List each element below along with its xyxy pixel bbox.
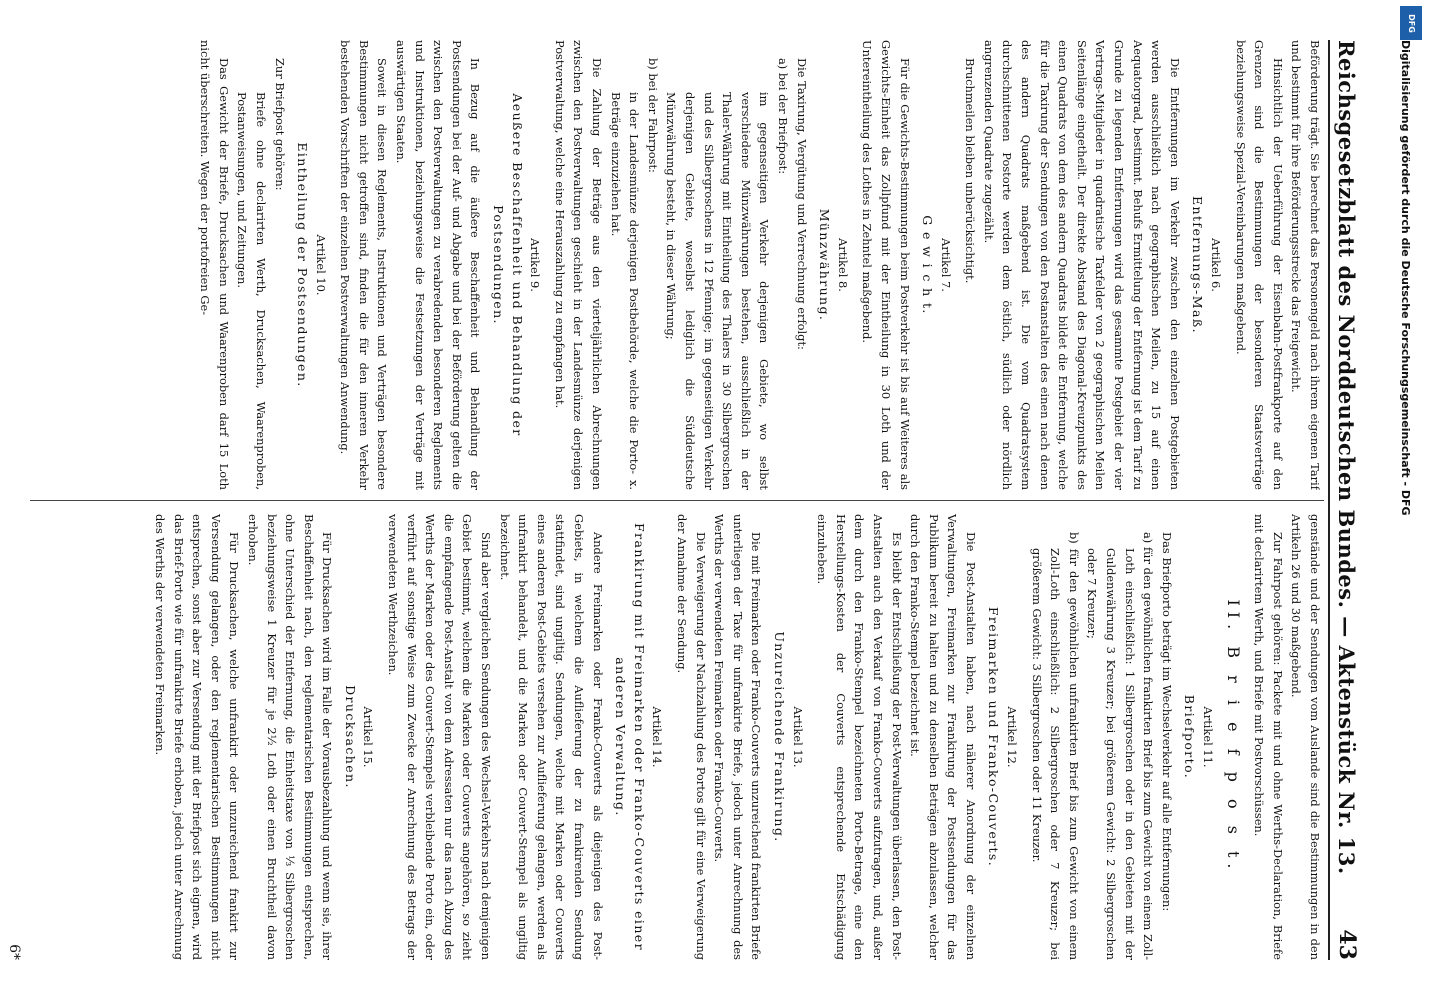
paragraph: Beförderung trägt. Sie berechnet das Personengeld nach ihrem eigenen Tarif und bestimmt für ihre Beförderungsstrecke das Freigewicht. (1289, 40, 1322, 490)
paragraph: In Bezug auf die äußere Beschaffenheit und Behandlung der Postsendungen bei der Auf- und Abgabe und bei der Beförderung gelten die zwischen den Postverwaltungen zu verabredenden besonderen Reglements und Instruktionen, beziehungsweise die Festsetzungen der Verträge mit auswärtigen Staaten. (394, 40, 483, 490)
paragraph: Die Verweigerung der Nachzahlung des Portos gilt für eine Verweigerung der Annahme der Sendung. (675, 514, 708, 960)
list-item-a: a) für den gewöhnlichen frankirten Brief bis zum Gewicht von einem Zoll-Loth einschließlich: 1 Silbergroschen oder in den Gebieten mit der Guldenwährung 3 Kreuzer; bei größerem Gewicht: 2 Silbergroschen oder 7 Kreuzer; (1085, 532, 1156, 960)
paragraph: Bruchmeilen bleiben unberücksichtigt. (963, 58, 978, 284)
article-15-title: Artikel 15. (361, 706, 376, 768)
paragraph: Soweit in diesen Reglements, Instruktionen und Verträgen besondere Bestimmungen nicht getroffen sind, finden die für den inneren Verkehr bestehenden Vorschriften der einzelnen Postverwaltungen Anwendung. (338, 40, 390, 490)
article-15-heading: Drucksachen. (342, 685, 358, 789)
article-6-title: Artikel 6. (1209, 238, 1224, 292)
running-head: Reichsgesetzblatt des Norddeutschen Bundes. — Aktenstück Nr. 13. (1334, 40, 1359, 875)
article-13-heading: Unzureichende Frankirung. (771, 631, 787, 843)
page-header (1328, 40, 1374, 960)
paragraph: Die Zahlung der Beträge aus den vierteljährlichen Abrechnungen zwischen den Postverwaltungen geschieht in der Landesmünze derjenigen Postverwaltung, welche eine Herauszahlung zu empfangen hat. (552, 40, 605, 490)
dfg-credit-text: Digitalisierung gefördert durch die Deutsche Forschungsgemeinschaft - DFG (1399, 40, 1412, 516)
article-8-title: Artikel 8. (835, 238, 850, 292)
signature-mark: 6* (6, 944, 22, 960)
article-14-title: Artikel 14. (650, 706, 665, 768)
article-13-title: Artikel 13. (790, 706, 805, 768)
paragraph: Das Gewicht der Briefe, Drucksachen und Waarenproben darf 15 Loth nicht überschreiten. Wegen der portofreien Ge- (198, 40, 231, 490)
paragraph: Für Drucksachen wird im Falle der Vorausbezahlung und wenn sie, ihrer Beschaffenheit nach, den reglementarischen Bestimmungen entsprechen, ohne Unterschied der Entfernung, die Einheitstaxe von ⅓ Silbergroschen beziehungsweise 1 Kreuzer für je 2½ Loth oder einen Bruchtheil davon erhoben. (245, 514, 335, 960)
paragraph: Das Briefporto beträgt im Wechselverkehr auf alle Entfernungen: (1159, 532, 1174, 912)
article-9-title: Artikel 9. (528, 238, 543, 292)
paragraph: genstände und der Sendungen vom Auslande sind die Bestimmungen in den Artikeln 26 und 30 maßgebend. (1289, 514, 1322, 960)
paragraph: Die Entfernungen im Verkehr zwischen den einzelnen Postgebieten werden ausschließlich nach geographischen Meilen, zu 15 auf einen Aequatorgrad, bestimmt. Behufs Ermittelung der Entfernung ist dem Tarif zu Grunde zu legenden Entfernungen wird das gesammte Postgebiet der vier Vertrags-Mitglieder in quadratische Taxfelder von 2 geographischen Meilen Seitenlänge eingetheilt. Der direkte Abstand des Diagonal-Kreuzpunkts des einen Quadrats von dem des andern Quadrats bildet die Entfernung, welche für die Taxirung der Sendungen von den Postanstalten des einen nach denen des andern Quadrats maßgebend ist. Die vom Quadratsystem durchschnittenen Postorte werden dem östlich, südlich oder nördlich angrenzenden Quadrate zugezählt. (981, 40, 1182, 490)
paragraph: Die mit Freimarken oder Franko-Couverts unzureichend frankirten Briefe unterliegen der Taxe für unfrankirte Briefe, jedoch unter Anrechnung des Werths der verwendeten Freimarken oder Franko-Couverts. (712, 514, 764, 960)
article-14-heading: Frankirung mit Freimarken oder Franko-Couverts einer anderen Verwaltung. (613, 523, 647, 951)
article-8-heading: Münzwährung. (817, 208, 833, 322)
article-11-title: Artikel 11. (1201, 706, 1216, 768)
paragraph: Sind aber vergleichen Sendungen des Wechsel-Verkehrs nach demjenigen Gebiet bestimmt, welchem die Marken oder Couverts angehören, so zieht die empfangende Post-Anstalt von dem Adressaten nur das nach Abzug des Werths der Marken oder des Couvert-Stempels verbleibende Porto ein, oder verführt auf sonstige Weise zum Zwecke der Anrechnung des Betrags der verwendeten Werthzeichen. (386, 514, 494, 960)
right-column (30, 514, 1324, 960)
section-title: II. B r i e f p o s t. (1223, 599, 1243, 875)
article-7-heading: G e w i c h t. (920, 215, 936, 315)
article-11-heading: Briefporto. (1182, 694, 1198, 780)
article-12-heading: Freimarken und Franko-Couverts. (986, 606, 1002, 868)
article-6-heading: Entfernungs-Maß. (1190, 196, 1206, 334)
list-item-b: b) bei der Fahrpost: (645, 58, 660, 173)
paragraph: Hinsichtlich der Ueberführung der Eisenbahn-Postfrankporte auf den Grenzen sind die Bestimmungen der besonderen Staatsverträge beziehungsweise Spezial-Vereinbarungen maßgebend. (1233, 40, 1285, 490)
paragraph: Die Taxirung, Vergütung und Verrechnung erfolgt: (794, 58, 809, 350)
paragraph: Briefe ohne declarirten Werth, Drucksachen, Waarenproben, Postanweisungen, und Zeitungen. (235, 92, 268, 490)
page-number: 43 (1334, 929, 1360, 960)
paragraph: im gegenseitigen Verkehr derjenigen Gebiete, wo selbst verschiedene Münzwährungen bestehen, ausschließlich in der Thaler-Währung mit Eintheilung des Thalers in 30 Silbergroschen und des Silbergroschens in 12 Pfennige; im gegenseitigen Verkehr derjenigen Gebiete, woselbst lediglich die Süddeutsche Münzwährung besteht, in dieser Währung; (664, 92, 772, 490)
article-12-title: Artikel 12. (1005, 706, 1020, 768)
paragraph: Andere Freimarken oder Franko-Couverts als diejenigen des Post-Gebiets, in welchem die Auflieferung der zu frankirenden Sendung stattfindet, sind ungiltig. Sendungen, welche mit Marken oder Couverts eines anderen Post-Gebiets versehen zur Auflieferung gelangen, werden als unfrankirt behandelt, und die Marken oder Couvert-Stempel als ungiltig bezeichnet. (497, 514, 605, 960)
article-10-heading: Eintheilung der Postsendungen. (295, 142, 311, 388)
left-column (30, 40, 1324, 490)
list-item-b: b) für den gewöhnlichen unfrankirten Brief bis zum Gewicht von einem Zoll-Loth einschließlich: 2 Silbergroschen oder 7 Kreuzer; bei größerem Gewicht: 3 Silbergroschen oder 11 Kreuzer. (1029, 532, 1081, 960)
column-divider (30, 500, 1324, 501)
paragraph: Für Drucksachen, welche unfrankirt oder unzureichend frankirt zur Versendung gelangen, oder den reglementarischen Bestimmungen nicht entsprechen, sonst aber zur Versendung mit der Briefpost sich eignen, wird das Brief-Porto wie für unfrankirte Briefe erhoben, jedoch unter Anrechnung des Werths der verwendeten Freimarken. (152, 514, 242, 960)
paragraph: Zur Fahrpost gehören: Packete mit und ohne Werths-Declaration, Briefe mit declarirtem Werth, und Briefe mit Postvorschüssen. (1252, 514, 1285, 960)
dfg-logo: DFG (1400, 6, 1422, 40)
article-9-heading: Aeußere Beschaffenheit und Behandlung der Postsendungen. (491, 93, 525, 437)
paragraph: Die Post-Anstalten haben, nach näherer Anordnung der einzelnen Verwaltungen, Freimarken zur Frankirung der Postsendungen für das Publikum bereit zu halten und zu denselben Beträgen abzulassen, welcher durch den Franko-Stempel bezeichnet ist. (908, 514, 978, 960)
paragraph: Zur Briefpost gehören: (272, 58, 287, 191)
article-7-title: Artikel 7. (938, 238, 953, 292)
paragraph: Für die Gewichts-Bestimmungen beim Postverkehr ist bis auf Weiteres als Gewichts-Einheit das Zollpfund mit der Eintheilung in 30 Loth und der Untereintheilung des Lothes in Zehntel maßgebend. (860, 40, 912, 490)
paragraph: Es bleibt der Entschließung der Post-Verwaltungen überlassen, den Post-Anstalten auch den Verkauf von Franko-Couverts aufzutragen, und, außer dem durch den Franko-Stempel bezeichneten Porto-Betrage, eine den Herstellungs-Kosten der Couverts entsprechende Entschädigung einzuheben. (815, 514, 904, 960)
paragraph: in der Landesmünze derjenigen Postbehörde, welche die Porto- x. Beträge einzuziehen hat. (608, 92, 642, 490)
list-item-a: a) bei der Briefpost: (775, 58, 790, 175)
article-10-title: Artikel 10. (313, 234, 328, 296)
